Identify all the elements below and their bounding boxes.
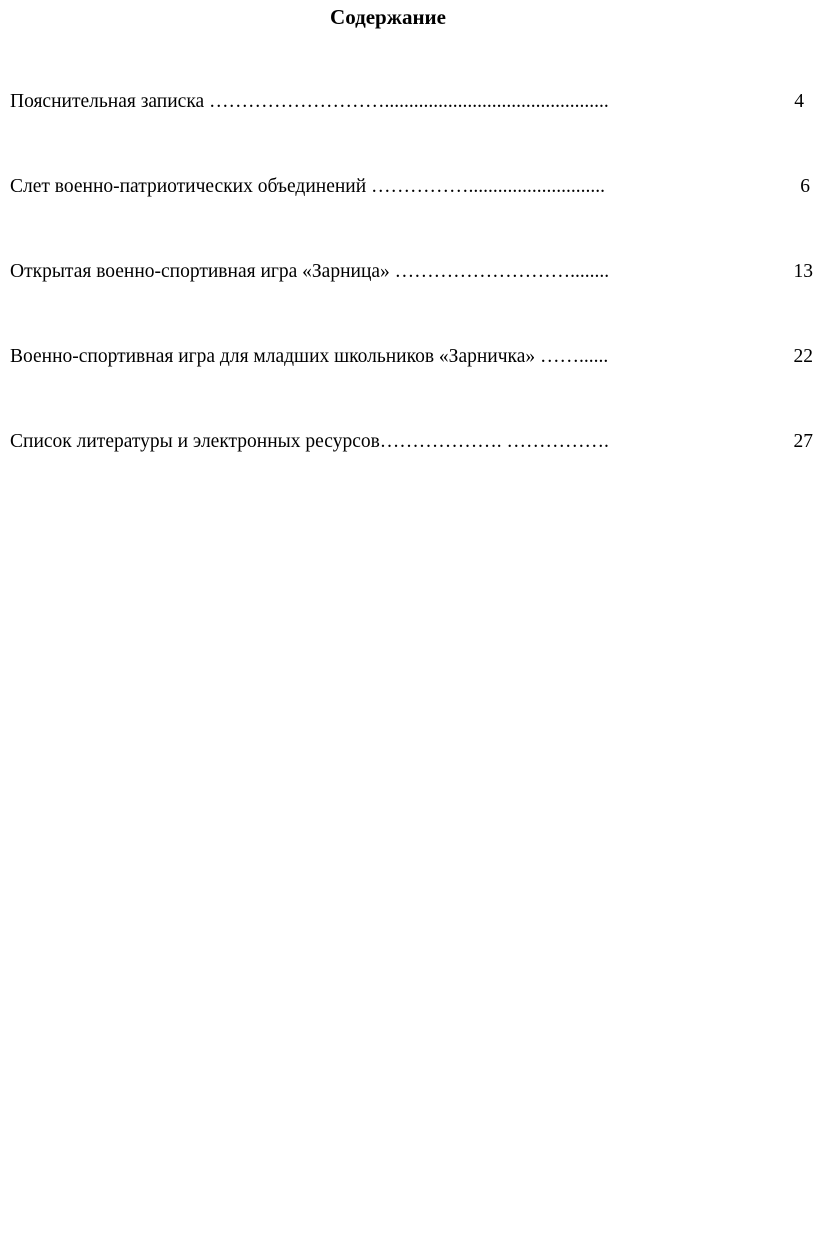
toc-page-number: 22 bbox=[793, 346, 813, 367]
table-of-contents bbox=[10, 88, 816, 513]
toc-page-number: 4 bbox=[794, 91, 804, 112]
toc-heading: Содержание bbox=[330, 5, 446, 29]
toc-entry bbox=[10, 173, 816, 258]
toc-page-number: 13 bbox=[793, 261, 813, 282]
toc-page-number: 6 bbox=[800, 176, 810, 197]
toc-entry-title: Военно-спортивная игра для младших школьников «Зарничка» ……...... bbox=[10, 346, 609, 367]
toc-entry-title: Список литературы и электронных ресурсов………………. ……………. bbox=[10, 431, 609, 452]
toc-entry bbox=[10, 343, 816, 428]
toc-entry bbox=[10, 428, 816, 513]
toc-entry-title: Пояснительная записка ……………………….............................................. bbox=[10, 91, 609, 112]
toc-entry bbox=[10, 88, 816, 173]
toc-page-number: 27 bbox=[793, 431, 813, 452]
toc-entry-title: Слет военно-патриотических объединений ……………............................ bbox=[10, 176, 606, 197]
toc-entry-title: Открытая военно-спортивная игра «Зарница» ………………………........ bbox=[10, 261, 610, 282]
toc-entry bbox=[10, 258, 816, 343]
